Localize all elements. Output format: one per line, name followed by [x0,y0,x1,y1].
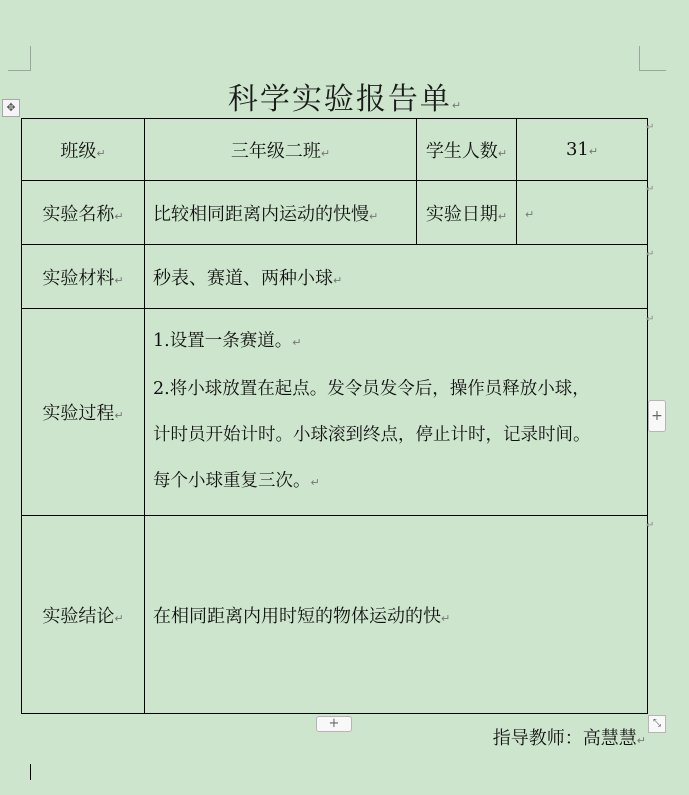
cell-experiment-date-value[interactable]: ↵ [517,181,648,245]
table-row [22,245,648,309]
cell-student-count-label[interactable]: 学生人数↵ [417,119,517,181]
table-row [22,181,648,245]
teacher-signature[interactable] [400,724,646,750]
document-title-text: 科学实验报告单 [227,82,452,117]
paragraph-mark: ↵ [451,99,462,112]
row-end-mark: ↵ [646,184,655,195]
row-end-mark: ↵ [646,520,655,531]
crop-mark-top-right [639,46,666,71]
report-table [21,118,648,714]
cell-conclusion-value[interactable]: 在相同距离内用时短的物体运动的快↵ [145,516,648,714]
teacher-name: 高慧慧 [582,728,637,749]
row-end-mark: ↵ [646,314,655,325]
resize-icon: ⤡ [653,718,661,729]
process-line-1: 1.设置一条赛道。↵ [153,331,302,351]
table-row [22,119,648,181]
plus-icon: + [328,716,340,731]
crop-mark-top-left [8,46,31,71]
cell-experiment-date-label[interactable]: 实验日期↵ [417,181,517,245]
plus-icon: + [651,408,663,424]
add-row-button[interactable] [316,716,352,732]
table-row [22,516,648,714]
cell-conclusion-label[interactable]: 实验结论↵ [22,516,145,714]
table-resize-handle[interactable] [648,715,666,733]
process-line-3: 计时员开始计时。小球滚到终点，停止计时，记录时间。 [153,425,591,445]
move-icon: ✥ [6,101,16,114]
cell-class-label[interactable]: 班级↵ [22,119,145,181]
row-end-mark: ↵ [646,122,655,133]
cell-process-label[interactable]: 实验过程↵ [22,309,145,516]
table-row [22,309,648,516]
cell-experiment-name-value[interactable]: 比较相同距离内运动的快慢↵ [145,181,417,245]
cell-experiment-name-label[interactable]: 实验名称↵ [22,181,145,245]
paragraph-mark: ↵ [636,734,646,747]
add-column-button[interactable] [648,400,666,432]
row-end-mark: ↵ [646,249,655,260]
document-title[interactable] [0,74,689,118]
process-line-2: 2.将小球放置在起点。发令员发令后，操作员释放小球， [153,379,590,399]
cell-process-value[interactable] [145,309,648,516]
cell-materials-label[interactable]: 实验材料↵ [22,245,145,309]
cell-class-value[interactable]: 三年级二班↵ [145,119,417,181]
cell-materials-value[interactable]: 秒表、赛道、两种小球↵ [145,245,648,309]
teacher-label: 指导教师： [492,728,583,749]
cell-student-count-value[interactable]: 31↵ [517,119,648,181]
text-cursor [30,764,31,780]
table-move-handle[interactable] [2,99,20,117]
process-line-4: 每个小球重复三次。↵ [153,471,320,491]
